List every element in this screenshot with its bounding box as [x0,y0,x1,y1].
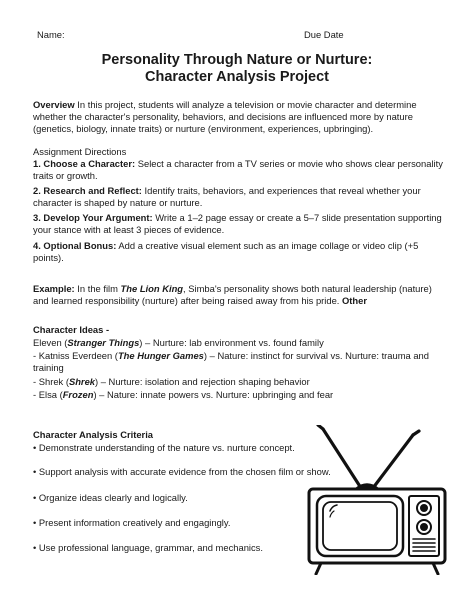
idea-2-show: The Hunger Games [117,350,204,361]
step-3-text: Write a 1–2 page essay or create a 5–7 slide presentation supporting [152,212,442,223]
overview-line-3: (genetics, biology, innate traits) or nurture (environment, experiences, upbringing). [33,123,374,134]
example-pre: In the film [74,283,121,294]
idea-3-show: Shrek [68,376,96,387]
step-4-text: Add a creative visual element such as an image collage or video clip (+5 [116,240,419,251]
idea-eleven [33,337,324,349]
direction-step-2 [33,185,421,197]
overview-label: Overview [33,99,75,110]
criteria-item-1: • Demonstrate understanding of the nature vs. nurture concept. [33,442,295,453]
idea-4-show: Frozen [62,389,94,400]
direction-step-1 [33,158,443,170]
example-film-title: The Lion King [120,283,184,294]
ideas-heading: Character Ideas - [33,324,110,335]
left-antenna [323,429,361,488]
direction-step-4-cont: points). [33,252,64,263]
page-subtitle: Character Analysis Project [144,69,330,85]
right-antenna [373,435,413,488]
idea-4-pre: - Elsa ( [33,389,63,400]
example-label: Example: [33,283,75,294]
direction-step-4 [33,240,418,252]
idea-katniss [33,350,429,362]
direction-step-3 [33,212,442,224]
page-title: Personality Through Nature or Nurture: [101,52,373,68]
direction-step-2-cont: character is shaped by nature or nurture. [33,197,203,208]
idea-elsa [33,389,333,401]
criteria-item-5: • Use professional language, grammar, and mechanics. [33,542,263,553]
criteria-item-2: • Support analysis with accurate evidence from the chosen film or show. [33,466,331,477]
idea-shrek [33,376,310,388]
idea-4-post: ) – Nature: innate powers vs. Nurture: upbringing and fear [93,389,334,400]
step-2-text: Identify traits, behaviors, and experiences that reveal whether your [141,185,421,196]
idea-katniss-cont: training [33,362,64,373]
idea-3-pre: - Shrek ( [33,376,69,387]
overview-line-1 [33,99,417,111]
direction-step-1-cont: traits or growth. [33,170,98,181]
due-date-label: Due Date [304,29,344,40]
criteria-item-4: • Present information creatively and engagingly. [33,517,231,528]
step-1-text: Select a character from a TV series or movie who shows clear personality [135,158,443,169]
idea-2-post: ) – Nature: instinct for survival vs. Nurture: trauma and [203,350,429,361]
example-tail: Other [342,295,368,306]
example-text-2: and learned responsibility (nurture) after being raised away from his pride. [33,295,343,306]
step-2-label: 2. Research and Reflect: [33,185,142,196]
example-post: , Simba's personality shows both natural leadership (nature) [183,283,432,294]
idea-1-show: Stranger Things [67,337,140,348]
tv-speaker-grille [413,539,435,551]
step-4-label: 4. Optional Bonus: [33,240,117,251]
directions-heading: Assignment Directions [33,146,127,157]
direction-step-3-cont: your stance with at least 3 pieces of evidence. [33,224,225,235]
idea-3-post: ) – Nurture: isolation and rejection shaping behavior [95,376,310,387]
criteria-heading: Character Analysis Criteria [33,429,154,440]
idea-1-post: ) – Nurture: lab environment vs. found family [139,337,324,348]
step-3-label: 3. Develop Your Argument: [33,212,153,223]
idea-2-pre: - Katniss Everdeen ( [33,350,118,361]
criteria-item-3: • Organize ideas clearly and logically. [33,492,188,503]
idea-1-pre: Eleven ( [33,337,68,348]
step-1-label: 1. Choose a Character: [33,158,136,169]
tv-legs [316,563,438,574]
overview-text: In this project, students will analyze a television or movie character and determine [74,99,417,110]
name-label: Name: [37,29,65,40]
tv-screen [323,502,397,550]
retro-tv-icon [303,425,451,575]
example-line-2 [33,295,367,307]
overview-line-2: whether the character's personality, behaviors, and decisions are influenced more by nature [33,111,413,122]
tv-screen-frame [317,496,403,556]
example-line-1 [33,283,432,295]
